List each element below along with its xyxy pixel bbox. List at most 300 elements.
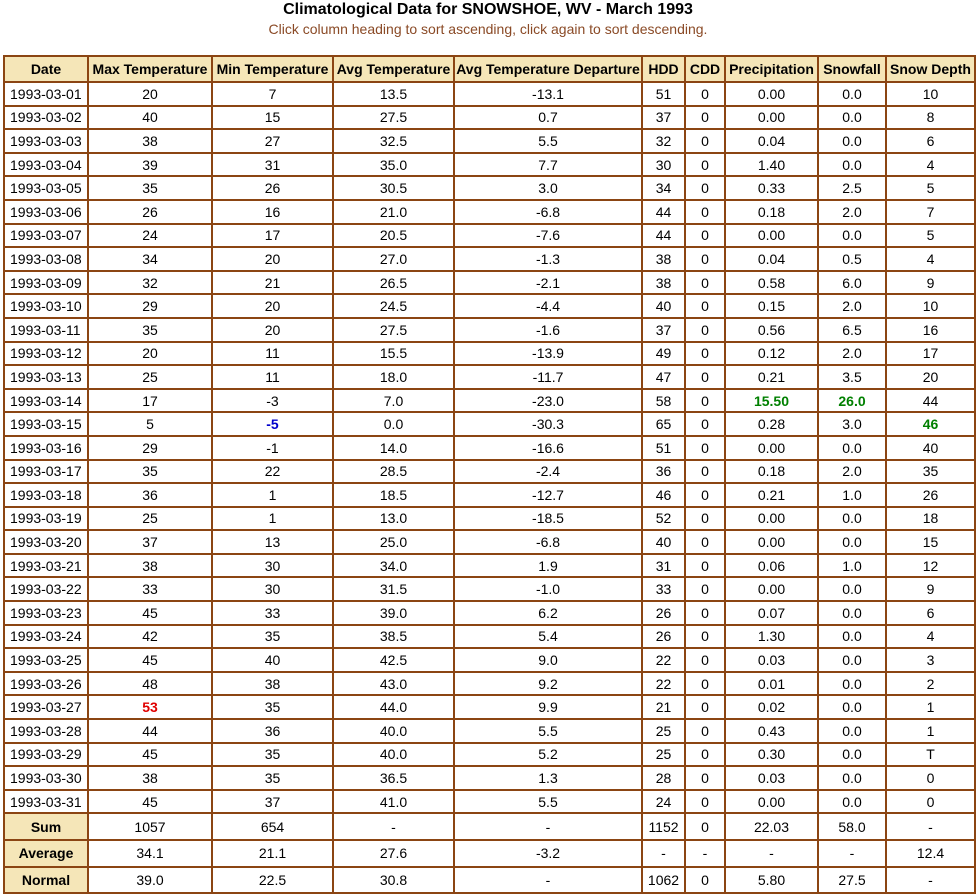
cell-snowfall: 1.0 bbox=[819, 484, 887, 508]
table-row bbox=[5, 696, 976, 720]
cell-precipitation: 1.30 bbox=[726, 626, 819, 650]
cell-max-temperature: 42 bbox=[89, 626, 213, 650]
cell-max-temperature: 5 bbox=[89, 413, 213, 437]
cell-precipitation: 0.56 bbox=[726, 319, 819, 343]
cell-avg-temperature-departure: -6.8 bbox=[455, 531, 643, 555]
summary-cell-hdd: 1152 bbox=[643, 814, 686, 841]
cell-avg-temperature: 18.0 bbox=[334, 366, 455, 390]
summary-cell-avg-temperature-departure: - bbox=[455, 868, 643, 894]
cell-avg-temperature-departure: -13.1 bbox=[455, 83, 643, 107]
cell-snow-depth: 18 bbox=[887, 508, 976, 532]
cell-hdd: 44 bbox=[643, 225, 686, 249]
table-row bbox=[5, 744, 976, 768]
cell-date: 1993-03-04 bbox=[5, 154, 89, 178]
cell-precipitation: 0.00 bbox=[726, 107, 819, 131]
cell-max-temperature: 20 bbox=[89, 83, 213, 107]
table-row bbox=[5, 508, 976, 532]
cell-hdd: 37 bbox=[643, 319, 686, 343]
table-row bbox=[5, 319, 976, 343]
cell-snow-depth: 20 bbox=[887, 366, 976, 390]
cell-date: 1993-03-18 bbox=[5, 484, 89, 508]
table-row bbox=[5, 720, 976, 744]
cell-max-temperature: 45 bbox=[89, 791, 213, 815]
summary-cell-snow-depth: - bbox=[887, 868, 976, 894]
cell-avg-temperature-departure: 0.7 bbox=[455, 107, 643, 131]
cell-cdd: 0 bbox=[686, 720, 726, 744]
cell-avg-temperature: 35.0 bbox=[334, 154, 455, 178]
table-row bbox=[5, 154, 976, 178]
cell-min-temperature: 1 bbox=[213, 508, 334, 532]
column-header-avg-temperature[interactable]: Avg Temperature bbox=[334, 57, 455, 83]
cell-avg-temperature: 30.5 bbox=[334, 177, 455, 201]
cell-precipitation: 0.00 bbox=[726, 83, 819, 107]
cell-precipitation: 0.07 bbox=[726, 602, 819, 626]
cell-avg-temperature: 31.5 bbox=[334, 578, 455, 602]
table-row bbox=[5, 366, 976, 390]
cell-avg-temperature-departure: 3.0 bbox=[455, 177, 643, 201]
cell-date: 1993-03-31 bbox=[5, 791, 89, 815]
cell-precipitation: 0.00 bbox=[726, 437, 819, 461]
cell-cdd: 0 bbox=[686, 555, 726, 579]
cell-avg-temperature: 27.5 bbox=[334, 107, 455, 131]
cell-hdd: 37 bbox=[643, 107, 686, 131]
cell-min-temperature: 17 bbox=[213, 225, 334, 249]
cell-hdd: 22 bbox=[643, 673, 686, 697]
column-header-hdd[interactable]: HDD bbox=[643, 57, 686, 83]
cell-hdd: 38 bbox=[643, 248, 686, 272]
cell-hdd: 25 bbox=[643, 744, 686, 768]
summary-row bbox=[5, 841, 976, 868]
cell-date: 1993-03-06 bbox=[5, 201, 89, 225]
cell-cdd: 0 bbox=[686, 154, 726, 178]
cell-snowfall: 2.5 bbox=[819, 177, 887, 201]
cell-cdd: 0 bbox=[686, 461, 726, 485]
cell-snowfall: 0.0 bbox=[819, 602, 887, 626]
cell-date: 1993-03-17 bbox=[5, 461, 89, 485]
cell-date: 1993-03-16 bbox=[5, 437, 89, 461]
cell-date: 1993-03-25 bbox=[5, 649, 89, 673]
cell-min-temperature: -1 bbox=[213, 437, 334, 461]
cell-avg-temperature-departure: 1.3 bbox=[455, 767, 643, 791]
summary-cell-precipitation: 22.03 bbox=[726, 814, 819, 841]
cell-precipitation: 0.01 bbox=[726, 673, 819, 697]
cell-cdd: 0 bbox=[686, 767, 726, 791]
column-header-date[interactable]: Date bbox=[5, 57, 89, 83]
cell-date: 1993-03-26 bbox=[5, 673, 89, 697]
summary-cell-hdd: 1062 bbox=[643, 868, 686, 894]
cell-date: 1993-03-27 bbox=[5, 696, 89, 720]
cell-snow-depth: 7 bbox=[887, 201, 976, 225]
cell-max-temperature: 29 bbox=[89, 295, 213, 319]
cell-hdd: 58 bbox=[643, 390, 686, 414]
cell-cdd: 0 bbox=[686, 791, 726, 815]
cell-cdd: 0 bbox=[686, 319, 726, 343]
cell-cdd: 0 bbox=[686, 602, 726, 626]
cell-date: 1993-03-08 bbox=[5, 248, 89, 272]
cell-min-temperature: 20 bbox=[213, 319, 334, 343]
cell-avg-temperature-departure: -30.3 bbox=[455, 413, 643, 437]
table-row bbox=[5, 177, 976, 201]
cell-min-temperature: 31 bbox=[213, 154, 334, 178]
cell-min-temperature: 38 bbox=[213, 673, 334, 697]
cell-snowfall: 0.0 bbox=[819, 225, 887, 249]
summary-row bbox=[5, 814, 976, 841]
cell-snowfall: 3.5 bbox=[819, 366, 887, 390]
cell-snowfall: 0.0 bbox=[819, 767, 887, 791]
cell-min-temperature: 22 bbox=[213, 461, 334, 485]
cell-snow-depth: 4 bbox=[887, 154, 976, 178]
cell-max-temperature: 40 bbox=[89, 107, 213, 131]
cell-avg-temperature: 41.0 bbox=[334, 791, 455, 815]
cell-hdd: 34 bbox=[643, 177, 686, 201]
cell-min-temperature: 30 bbox=[213, 578, 334, 602]
cell-min-temperature: 20 bbox=[213, 248, 334, 272]
table-row bbox=[5, 484, 976, 508]
cell-avg-temperature-departure: -2.4 bbox=[455, 461, 643, 485]
cell-snow-depth: 8 bbox=[887, 107, 976, 131]
cell-cdd: 0 bbox=[686, 673, 726, 697]
cell-precipitation: 0.18 bbox=[726, 201, 819, 225]
summary-cell-cdd: - bbox=[686, 841, 726, 868]
cell-max-temperature: 24 bbox=[89, 225, 213, 249]
summary-cell-hdd: - bbox=[643, 841, 686, 868]
cell-avg-temperature-departure: 5.5 bbox=[455, 791, 643, 815]
cell-snowfall: 0.0 bbox=[819, 437, 887, 461]
summary-label: Sum bbox=[5, 814, 89, 841]
cell-snowfall: 0.0 bbox=[819, 107, 887, 131]
cell-snow-depth: 0 bbox=[887, 767, 976, 791]
cell-avg-temperature: 40.0 bbox=[334, 720, 455, 744]
cell-min-temperature: 40 bbox=[213, 649, 334, 673]
cell-max-temperature: 45 bbox=[89, 744, 213, 768]
cell-precipitation: 0.00 bbox=[726, 225, 819, 249]
cell-precipitation: 0.21 bbox=[726, 366, 819, 390]
cell-hdd: 40 bbox=[643, 531, 686, 555]
cell-snowfall: 26.0 bbox=[819, 390, 887, 414]
cell-cdd: 0 bbox=[686, 696, 726, 720]
cell-precipitation: 0.43 bbox=[726, 720, 819, 744]
cell-cdd: 0 bbox=[686, 744, 726, 768]
cell-cdd: 0 bbox=[686, 343, 726, 367]
cell-snowfall: 2.0 bbox=[819, 295, 887, 319]
cell-precipitation: 0.03 bbox=[726, 649, 819, 673]
cell-avg-temperature-departure: 7.7 bbox=[455, 154, 643, 178]
cell-precipitation: 0.04 bbox=[726, 130, 819, 154]
cell-avg-temperature-departure: 9.2 bbox=[455, 673, 643, 697]
table-row bbox=[5, 272, 976, 296]
column-header-snowfall[interactable]: Snowfall bbox=[819, 57, 887, 83]
cell-min-temperature: 35 bbox=[213, 767, 334, 791]
summary-cell-max-temperature: 1057 bbox=[89, 814, 213, 841]
cell-date: 1993-03-03 bbox=[5, 130, 89, 154]
cell-cdd: 0 bbox=[686, 366, 726, 390]
cell-date: 1993-03-15 bbox=[5, 413, 89, 437]
column-header-min-temperature[interactable]: Min Temperature bbox=[213, 57, 334, 83]
summary-cell-cdd: 0 bbox=[686, 868, 726, 894]
cell-max-temperature: 44 bbox=[89, 720, 213, 744]
cell-avg-temperature-departure: -16.6 bbox=[455, 437, 643, 461]
cell-max-temperature: 25 bbox=[89, 508, 213, 532]
cell-avg-temperature-departure: -23.0 bbox=[455, 390, 643, 414]
cell-hdd: 65 bbox=[643, 413, 686, 437]
cell-date: 1993-03-29 bbox=[5, 744, 89, 768]
cell-max-temperature: 35 bbox=[89, 319, 213, 343]
cell-hdd: 40 bbox=[643, 295, 686, 319]
cell-max-temperature: 32 bbox=[89, 272, 213, 296]
table-row bbox=[5, 201, 976, 225]
cell-min-temperature: 35 bbox=[213, 744, 334, 768]
cell-avg-temperature: 13.0 bbox=[334, 508, 455, 532]
cell-snow-depth: 10 bbox=[887, 295, 976, 319]
cell-max-temperature: 29 bbox=[89, 437, 213, 461]
cell-hdd: 52 bbox=[643, 508, 686, 532]
table-row bbox=[5, 248, 976, 272]
cell-avg-temperature-departure: -6.8 bbox=[455, 201, 643, 225]
summary-row bbox=[5, 868, 976, 894]
table-summary bbox=[5, 814, 976, 894]
cell-max-temperature: 17 bbox=[89, 390, 213, 414]
cell-precipitation: 0.28 bbox=[726, 413, 819, 437]
cell-cdd: 0 bbox=[686, 484, 726, 508]
cell-precipitation: 0.33 bbox=[726, 177, 819, 201]
cell-snowfall: 0.0 bbox=[819, 720, 887, 744]
cell-snow-depth: 26 bbox=[887, 484, 976, 508]
cell-snowfall: 0.0 bbox=[819, 130, 887, 154]
table-row bbox=[5, 555, 976, 579]
cell-avg-temperature-departure: 5.2 bbox=[455, 744, 643, 768]
cell-snow-depth: 6 bbox=[887, 602, 976, 626]
cell-avg-temperature: 18.5 bbox=[334, 484, 455, 508]
cell-snowfall: 0.0 bbox=[819, 154, 887, 178]
cell-cdd: 0 bbox=[686, 83, 726, 107]
cell-date: 1993-03-28 bbox=[5, 720, 89, 744]
cell-min-temperature: 11 bbox=[213, 343, 334, 367]
cell-min-temperature: 36 bbox=[213, 720, 334, 744]
cell-avg-temperature-departure: 9.0 bbox=[455, 649, 643, 673]
cell-snowfall: 6.5 bbox=[819, 319, 887, 343]
cell-avg-temperature: 44.0 bbox=[334, 696, 455, 720]
table-row bbox=[5, 602, 976, 626]
cell-min-temperature: 37 bbox=[213, 791, 334, 815]
cell-snow-depth: 4 bbox=[887, 248, 976, 272]
table-row bbox=[5, 83, 976, 107]
cell-snow-depth: 35 bbox=[887, 461, 976, 485]
cell-avg-temperature: 7.0 bbox=[334, 390, 455, 414]
cell-snowfall: 0.0 bbox=[819, 696, 887, 720]
cell-date: 1993-03-22 bbox=[5, 578, 89, 602]
cell-min-temperature: 27 bbox=[213, 130, 334, 154]
cell-min-temperature: 26 bbox=[213, 177, 334, 201]
cell-avg-temperature-departure: -2.1 bbox=[455, 272, 643, 296]
cell-snowfall: 3.0 bbox=[819, 413, 887, 437]
cell-date: 1993-03-30 bbox=[5, 767, 89, 791]
cell-avg-temperature-departure: 1.9 bbox=[455, 555, 643, 579]
cell-avg-temperature-departure: -1.6 bbox=[455, 319, 643, 343]
cell-precipitation: 0.00 bbox=[726, 791, 819, 815]
table-row bbox=[5, 437, 976, 461]
cell-snow-depth: 17 bbox=[887, 343, 976, 367]
cell-date: 1993-03-02 bbox=[5, 107, 89, 131]
cell-avg-temperature-departure: 5.5 bbox=[455, 130, 643, 154]
cell-min-temperature: 7 bbox=[213, 83, 334, 107]
cell-hdd: 51 bbox=[643, 83, 686, 107]
cell-hdd: 30 bbox=[643, 154, 686, 178]
cell-max-temperature: 36 bbox=[89, 484, 213, 508]
cell-avg-temperature: 34.0 bbox=[334, 555, 455, 579]
cell-max-temperature: 38 bbox=[89, 130, 213, 154]
summary-cell-snowfall: - bbox=[819, 841, 887, 868]
cell-snowfall: 0.0 bbox=[819, 83, 887, 107]
sort-instructions: Click column heading to sort ascending, click again to sort descending. bbox=[268, 21, 708, 37]
cell-avg-temperature: 27.5 bbox=[334, 319, 455, 343]
table-row bbox=[5, 107, 976, 131]
cell-avg-temperature: 0.0 bbox=[334, 413, 455, 437]
cell-max-temperature: 34 bbox=[89, 248, 213, 272]
table-row bbox=[5, 649, 976, 673]
cell-snow-depth: 2 bbox=[887, 673, 976, 697]
cell-snowfall: 2.0 bbox=[819, 201, 887, 225]
cell-hdd: 49 bbox=[643, 343, 686, 367]
cell-snow-depth: 9 bbox=[887, 578, 976, 602]
cell-date: 1993-03-21 bbox=[5, 555, 89, 579]
cell-date: 1993-03-24 bbox=[5, 626, 89, 650]
cell-hdd: 47 bbox=[643, 366, 686, 390]
cell-cdd: 0 bbox=[686, 107, 726, 131]
cell-max-temperature: 33 bbox=[89, 578, 213, 602]
cell-hdd: 46 bbox=[643, 484, 686, 508]
table-row bbox=[5, 461, 976, 485]
cell-snow-depth: 16 bbox=[887, 319, 976, 343]
table-row bbox=[5, 578, 976, 602]
cell-hdd: 22 bbox=[643, 649, 686, 673]
cell-snow-depth: 5 bbox=[887, 177, 976, 201]
cell-hdd: 51 bbox=[643, 437, 686, 461]
cell-min-temperature: 30 bbox=[213, 555, 334, 579]
cell-precipitation: 0.18 bbox=[726, 461, 819, 485]
cell-avg-temperature-departure: -18.5 bbox=[455, 508, 643, 532]
cell-snowfall: 0.0 bbox=[819, 531, 887, 555]
cell-date: 1993-03-07 bbox=[5, 225, 89, 249]
cell-max-temperature: 45 bbox=[89, 602, 213, 626]
summary-cell-min-temperature: 654 bbox=[213, 814, 334, 841]
summary-cell-avg-temperature: 30.8 bbox=[334, 868, 455, 894]
cell-cdd: 0 bbox=[686, 248, 726, 272]
cell-min-temperature: 33 bbox=[213, 602, 334, 626]
cell-avg-temperature: 15.5 bbox=[334, 343, 455, 367]
cell-max-temperature: 38 bbox=[89, 767, 213, 791]
summary-cell-min-temperature: 21.1 bbox=[213, 841, 334, 868]
cell-snow-depth: 10 bbox=[887, 83, 976, 107]
climate-data-table bbox=[3, 55, 976, 894]
cell-avg-temperature: 38.5 bbox=[334, 626, 455, 650]
cell-max-temperature: 48 bbox=[89, 673, 213, 697]
cell-snow-depth: 5 bbox=[887, 225, 976, 249]
cell-avg-temperature: 43.0 bbox=[334, 673, 455, 697]
cell-snowfall: 0.0 bbox=[819, 673, 887, 697]
cell-cdd: 0 bbox=[686, 531, 726, 555]
cell-hdd: 32 bbox=[643, 130, 686, 154]
summary-cell-avg-temperature: - bbox=[334, 814, 455, 841]
cell-hdd: 26 bbox=[643, 602, 686, 626]
cell-snow-depth: 3 bbox=[887, 649, 976, 673]
cell-snowfall: 0.0 bbox=[819, 508, 887, 532]
column-header-snow-depth[interactable]: Snow Depth bbox=[887, 57, 976, 83]
column-header-cdd[interactable]: CDD bbox=[686, 57, 726, 83]
cell-max-temperature: 35 bbox=[89, 177, 213, 201]
cell-max-temperature: 37 bbox=[89, 531, 213, 555]
summary-cell-cdd: 0 bbox=[686, 814, 726, 841]
summary-cell-snowfall: 58.0 bbox=[819, 814, 887, 841]
cell-cdd: 0 bbox=[686, 413, 726, 437]
cell-max-temperature: 53 bbox=[89, 696, 213, 720]
table-row bbox=[5, 225, 976, 249]
cell-snow-depth: 4 bbox=[887, 626, 976, 650]
cell-snow-depth: 40 bbox=[887, 437, 976, 461]
cell-date: 1993-03-11 bbox=[5, 319, 89, 343]
column-header-max-temperature[interactable]: Max Temperature bbox=[89, 57, 213, 83]
table-row bbox=[5, 673, 976, 697]
table-row bbox=[5, 295, 976, 319]
column-header-avg-temperature-departure[interactable]: Avg Temperature Departure bbox=[455, 57, 643, 83]
cell-avg-temperature: 28.5 bbox=[334, 461, 455, 485]
cell-cdd: 0 bbox=[686, 201, 726, 225]
page-title: Climatological Data for SNOWSHOE, WV - March 1993 bbox=[283, 1, 693, 18]
cell-max-temperature: 38 bbox=[89, 555, 213, 579]
column-header-precipitation[interactable]: Precipitation bbox=[726, 57, 819, 83]
cell-snow-depth: 6 bbox=[887, 130, 976, 154]
cell-avg-temperature: 20.5 bbox=[334, 225, 455, 249]
cell-min-temperature: 1 bbox=[213, 484, 334, 508]
cell-precipitation: 0.00 bbox=[726, 578, 819, 602]
summary-cell-min-temperature: 22.5 bbox=[213, 868, 334, 894]
summary-cell-snow-depth: - bbox=[887, 814, 976, 841]
cell-cdd: 0 bbox=[686, 295, 726, 319]
cell-hdd: 21 bbox=[643, 696, 686, 720]
cell-max-temperature: 26 bbox=[89, 201, 213, 225]
cell-date: 1993-03-10 bbox=[5, 295, 89, 319]
cell-avg-temperature-departure: -1.3 bbox=[455, 248, 643, 272]
cell-precipitation: 0.06 bbox=[726, 555, 819, 579]
cell-max-temperature: 20 bbox=[89, 343, 213, 367]
cell-snow-depth: 0 bbox=[887, 791, 976, 815]
cell-min-temperature: 35 bbox=[213, 696, 334, 720]
cell-min-temperature: 13 bbox=[213, 531, 334, 555]
cell-avg-temperature-departure: -7.6 bbox=[455, 225, 643, 249]
cell-cdd: 0 bbox=[686, 390, 726, 414]
cell-avg-temperature: 14.0 bbox=[334, 437, 455, 461]
cell-snowfall: 0.0 bbox=[819, 791, 887, 815]
summary-cell-max-temperature: 34.1 bbox=[89, 841, 213, 868]
cell-avg-temperature-departure: 9.9 bbox=[455, 696, 643, 720]
cell-max-temperature: 39 bbox=[89, 154, 213, 178]
cell-hdd: 24 bbox=[643, 791, 686, 815]
cell-precipitation: 0.00 bbox=[726, 508, 819, 532]
cell-date: 1993-03-19 bbox=[5, 508, 89, 532]
cell-hdd: 38 bbox=[643, 272, 686, 296]
cell-avg-temperature: 32.5 bbox=[334, 130, 455, 154]
cell-min-temperature: 16 bbox=[213, 201, 334, 225]
cell-cdd: 0 bbox=[686, 272, 726, 296]
cell-cdd: 0 bbox=[686, 508, 726, 532]
cell-max-temperature: 35 bbox=[89, 461, 213, 485]
table-row bbox=[5, 767, 976, 791]
cell-date: 1993-03-23 bbox=[5, 602, 89, 626]
cell-cdd: 0 bbox=[686, 649, 726, 673]
cell-snowfall: 0.5 bbox=[819, 248, 887, 272]
cell-avg-temperature-departure: 6.2 bbox=[455, 602, 643, 626]
cell-snow-depth: 46 bbox=[887, 413, 976, 437]
table-row bbox=[5, 413, 976, 437]
